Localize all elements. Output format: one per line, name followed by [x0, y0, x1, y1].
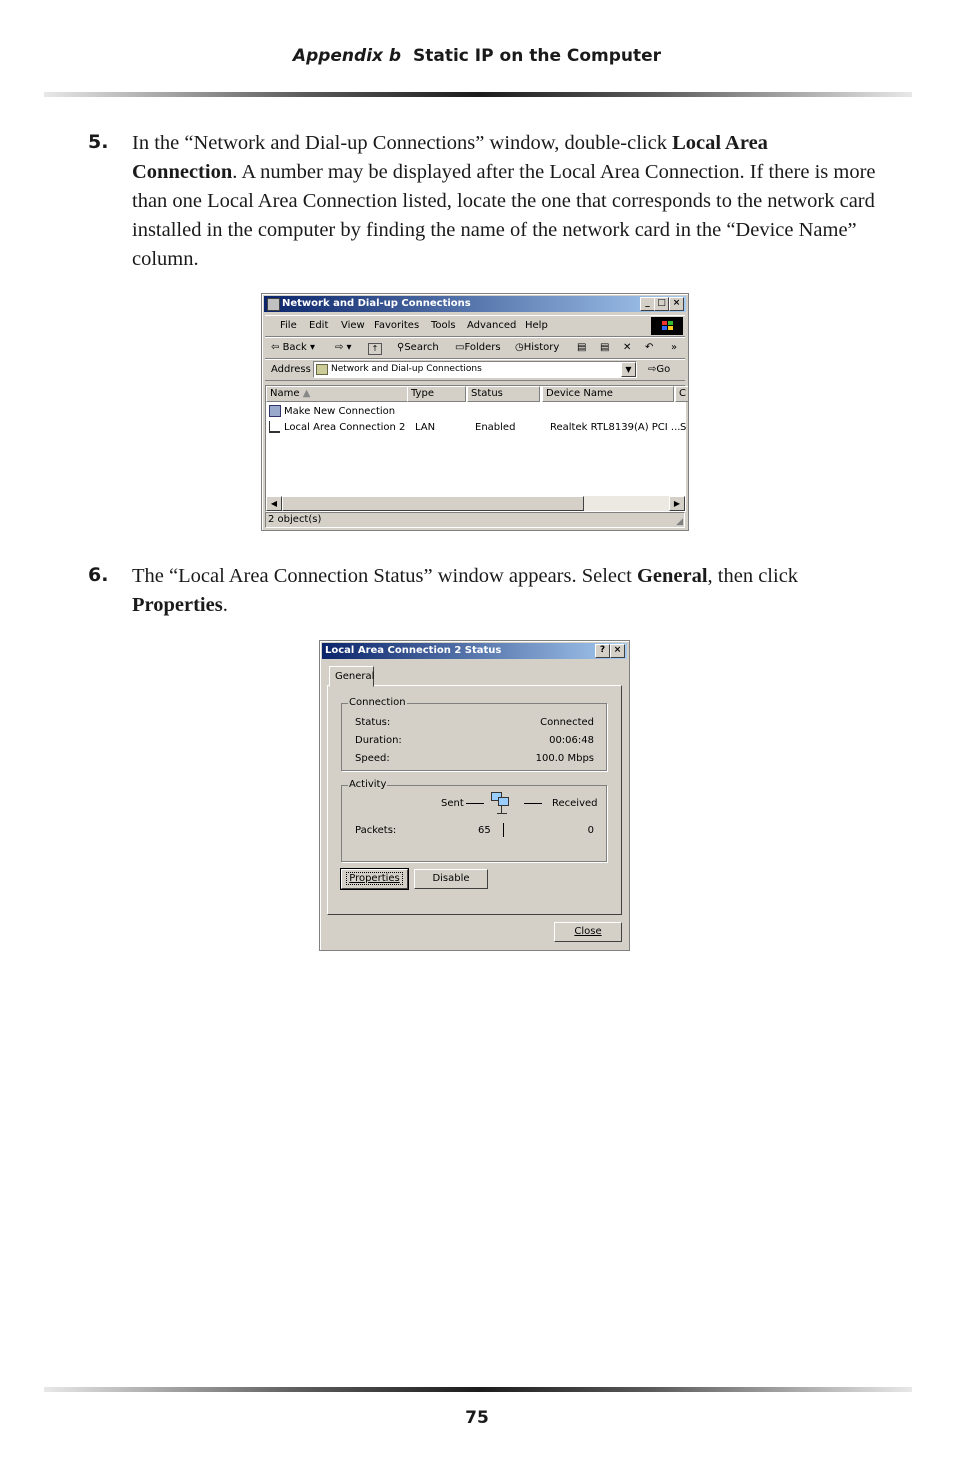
- status-bar: [265, 512, 685, 528]
- menu-file[interactable]: File: [280, 320, 297, 331]
- speed-value: 100.0 Mbps: [535, 753, 594, 764]
- menu-help[interactable]: Help: [525, 320, 548, 331]
- column-header-device-name[interactable]: [542, 386, 674, 402]
- connection-group: [341, 697, 607, 771]
- column-label: Status: [471, 388, 503, 399]
- item-status: Enabled: [475, 422, 516, 433]
- toolbar: [265, 337, 685, 359]
- history-button[interactable]: [515, 342, 559, 353]
- folders-label: Folders: [464, 342, 501, 353]
- column-label: Type: [411, 388, 434, 399]
- address-value: Network and Dial-up Connections: [331, 364, 482, 374]
- received-label: Received: [552, 798, 598, 809]
- search-button[interactable]: [397, 342, 439, 353]
- search-icon: ⚲: [397, 342, 405, 353]
- status-value: Connected: [540, 717, 594, 728]
- step-text: [132, 129, 878, 274]
- forward-button[interactable]: ⇨ ▾: [335, 342, 352, 353]
- folders-icon: ▭: [455, 342, 465, 353]
- group-legend: Activity: [349, 779, 387, 790]
- column-header-name[interactable]: [266, 386, 408, 402]
- chapter-title: Static IP on the Computer: [413, 46, 662, 66]
- windows-logo-icon: [651, 317, 683, 335]
- object-count: 2 object(s): [268, 514, 322, 525]
- packets-label: Packets:: [355, 825, 397, 836]
- scroll-left-button[interactable]: ◀: [266, 496, 282, 511]
- address-input[interactable]: [313, 361, 637, 378]
- step-bold-term: Local Area Connection: [132, 132, 768, 183]
- close-button[interactable]: ×: [669, 297, 684, 311]
- item-device-name: Realtek RTL8139(A) PCI ...: [550, 422, 681, 433]
- list-item[interactable]: [266, 420, 685, 434]
- history-icon: ◷: [515, 342, 524, 353]
- close-dialog-button[interactable]: [554, 922, 622, 942]
- tab-label: General: [335, 671, 375, 682]
- duration-value: 00:06:48: [549, 735, 594, 746]
- address-dropdown-button[interactable]: ▼: [621, 362, 636, 377]
- item-type: LAN: [415, 422, 436, 433]
- back-button[interactable]: ⇦ Back ▾: [271, 342, 316, 353]
- menu-edit[interactable]: Edit: [309, 320, 329, 331]
- history-label: History: [523, 342, 560, 353]
- file-list-view: [265, 385, 686, 512]
- footer-rule: [44, 1387, 912, 1392]
- address-bar: [265, 359, 685, 381]
- menu-view[interactable]: View: [341, 320, 365, 331]
- horizontal-scrollbar[interactable]: [266, 496, 685, 511]
- disable-button[interactable]: [414, 869, 488, 889]
- dialog-title: Local Area Connection 2 Status: [325, 645, 502, 656]
- network-connections-window: [261, 293, 689, 531]
- go-button[interactable]: [648, 364, 670, 375]
- status-label: Status:: [355, 717, 391, 728]
- up-folder-icon[interactable]: ↑: [368, 343, 382, 355]
- item-c: S: [680, 422, 687, 433]
- group-legend: Connection: [349, 697, 406, 708]
- network-computers-icon: [489, 792, 511, 816]
- header-rule: [44, 92, 912, 97]
- column-header-status[interactable]: [467, 386, 540, 402]
- window-title: Network and Dial-up Connections: [282, 298, 471, 309]
- step-text-part: In the “Network and Dial-up Connections” window, double-click: [132, 132, 673, 154]
- folder-icon: [316, 364, 328, 375]
- tab-general[interactable]: [329, 666, 374, 687]
- sent-line: [466, 803, 484, 804]
- move-to-icon[interactable]: ▤: [577, 342, 587, 353]
- step-text-part: The “Local Area Connection Status” window appears. Select: [132, 565, 637, 587]
- undo-icon[interactable]: ↶: [645, 342, 654, 353]
- running-header: [0, 46, 954, 66]
- lan-connection-icon: [269, 421, 280, 433]
- make-connection-icon: [269, 405, 281, 417]
- scroll-thumb[interactable]: [282, 496, 584, 511]
- step-text-part: . A number may be displayed after the Local Area Connection. If there is more than one Local Area Connection listed, locate the one that corresponds to the network card installed in the computer by finding the name of the network card in the “Device Name” column.: [132, 161, 876, 270]
- minimize-button[interactable]: _: [640, 297, 655, 311]
- column-header-type[interactable]: [407, 386, 466, 402]
- sent-label: Sent: [441, 798, 464, 809]
- duration-label: Duration:: [355, 735, 402, 746]
- list-item[interactable]: [266, 404, 685, 418]
- connection-status-dialog: [319, 640, 630, 951]
- page-number: 75: [465, 1408, 489, 1428]
- step-text: [132, 562, 878, 620]
- close-label: Close: [574, 926, 602, 937]
- menu-tools[interactable]: Tools: [431, 320, 456, 331]
- toolbar-overflow[interactable]: »: [671, 342, 678, 353]
- item-name: Make New Connection: [284, 406, 396, 417]
- properties-label: Properties: [346, 872, 403, 885]
- sort-arrow-icon: ▲: [302, 388, 311, 399]
- help-button[interactable]: ?: [595, 644, 610, 658]
- go-arrow-icon: ⇨: [648, 364, 657, 375]
- search-label: Search: [404, 342, 439, 353]
- step-bold-term: General: [636, 565, 708, 587]
- copy-to-icon[interactable]: ▤: [600, 342, 610, 353]
- step-number: 5.: [88, 131, 109, 153]
- speed-label: Speed:: [355, 753, 390, 764]
- menu-advanced[interactable]: Advanced: [467, 320, 517, 331]
- scroll-right-button[interactable]: ▶: [669, 496, 685, 511]
- close-button[interactable]: ×: [610, 644, 625, 658]
- packets-divider: [503, 823, 504, 837]
- received-packets-value: 0: [587, 825, 594, 836]
- step-number: 6.: [88, 564, 109, 586]
- sent-packets-value: 65: [478, 825, 491, 836]
- maximize-button[interactable]: □: [654, 297, 669, 311]
- column-header-c[interactable]: [675, 386, 689, 402]
- address-label: Address: [271, 364, 311, 375]
- tab-panel: [327, 685, 622, 915]
- window-titlebar: [264, 296, 686, 312]
- menu-favorites[interactable]: Favorites: [374, 320, 420, 331]
- appendix-label: Appendix b: [292, 46, 402, 66]
- disable-label: Disable: [432, 873, 470, 884]
- step-5: [88, 129, 878, 274]
- network-folder-icon: [267, 298, 280, 311]
- dialog-titlebar: [322, 643, 627, 659]
- back-arrow-icon: ⇦: [271, 342, 283, 353]
- properties-button[interactable]: [341, 869, 408, 889]
- item-name: Local Area Connection 2: [284, 422, 406, 433]
- step-6: [88, 562, 878, 620]
- resize-grip-icon[interactable]: ◢: [676, 517, 683, 527]
- column-label: Device Name: [546, 388, 613, 399]
- column-label: Name: [270, 388, 300, 399]
- folders-button[interactable]: [455, 342, 501, 353]
- column-label: C: [679, 388, 686, 399]
- received-line: [524, 803, 542, 804]
- step-text-part: , then click: [707, 565, 799, 587]
- step-bold-term: Properties: [132, 594, 223, 616]
- back-label: Back: [282, 342, 307, 353]
- go-label: Go: [656, 364, 671, 375]
- menu-bar: [265, 315, 685, 337]
- step-text-part: .: [222, 594, 228, 616]
- activity-group: [341, 779, 607, 862]
- delete-icon[interactable]: ✕: [623, 342, 632, 353]
